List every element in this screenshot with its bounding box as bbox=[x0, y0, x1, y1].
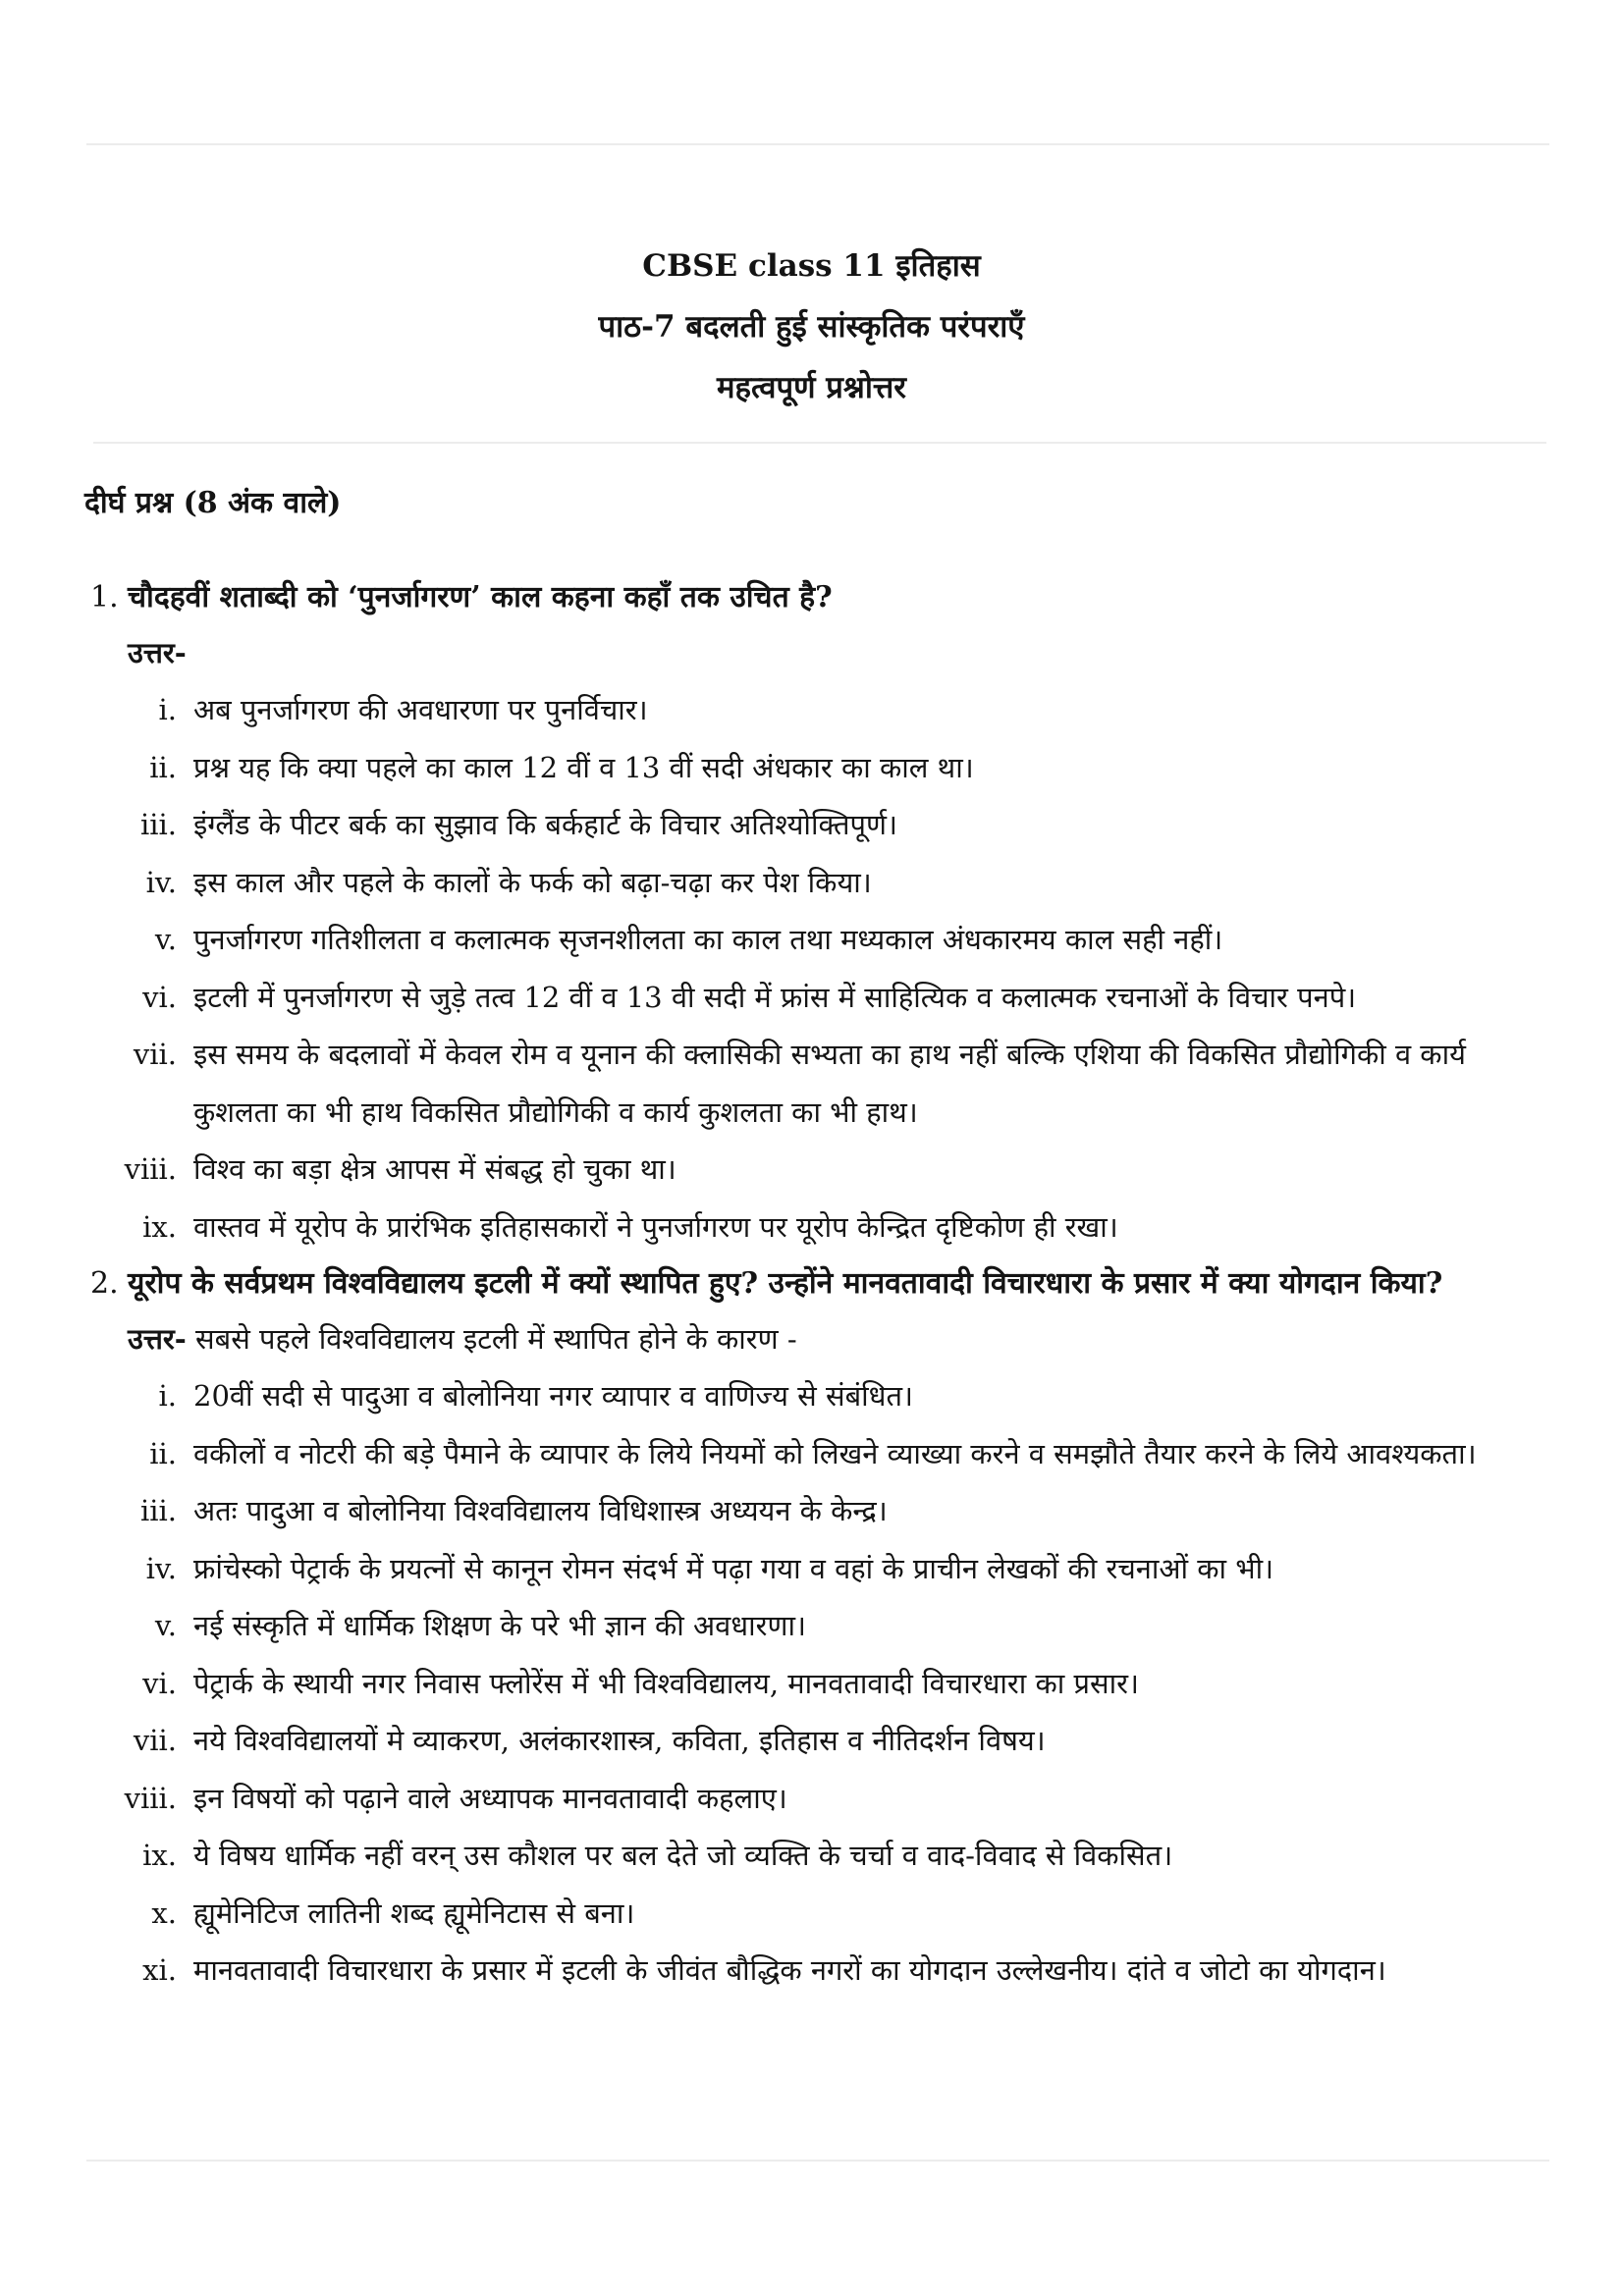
question-1 bbox=[0, 569, 1623, 681]
document-header bbox=[0, 236, 1623, 418]
section-title: दीर्घ प्रश्न (8 अंक वाले) bbox=[84, 486, 342, 520]
list-item bbox=[0, 1425, 1623, 1483]
item-number: vii. bbox=[133, 1038, 177, 1071]
item-number: v. bbox=[154, 923, 177, 956]
list-item bbox=[0, 1482, 1623, 1540]
answer-heading bbox=[128, 625, 1525, 681]
list-item bbox=[0, 854, 1623, 912]
item-number: iii. bbox=[139, 1494, 177, 1527]
header-title: CBSE class 11 इतिहास bbox=[642, 248, 981, 284]
question-2 bbox=[0, 1255, 1623, 1367]
list-item bbox=[0, 911, 1623, 969]
item-text: इंग्लैंड के पीटर बर्क का सुझाव कि बर्कहार्ट के विचार अतिश्योक्तिपूर्ण। bbox=[193, 808, 897, 841]
list-item bbox=[0, 1026, 1623, 1141]
item-text: विश्व का बड़ा क्षेत्र आपस में संबद्ध हो चुका था। bbox=[193, 1152, 676, 1186]
answer-intro: सबसे पहले विश्वविद्यालय इटली में स्थापित होने के कारण - bbox=[186, 1322, 797, 1356]
item-number: i. bbox=[158, 1379, 177, 1413]
list-item bbox=[0, 1712, 1623, 1770]
item-number: vi. bbox=[142, 1666, 177, 1700]
questions-content bbox=[0, 569, 1623, 2000]
item-number: iii. bbox=[139, 808, 177, 841]
item-text: वकीलों व नोटरी की बड़े पैमाने के व्यापार के लिये नियमों को लिखने व्याख्या करने व समझौते तैयार करने के लिये आवश्यकता। bbox=[193, 1436, 1477, 1470]
list-item bbox=[0, 1770, 1623, 1828]
item-text: प्रश्न यह कि क्या पहले का काल 12 वीं व 13 वीं सदी अंधकार का काल था। bbox=[193, 750, 974, 784]
list-item bbox=[0, 1141, 1623, 1199]
item-text: फ्रांचेस्को पेट्रार्क के प्रयत्नों से कानून रोमन संदर्भ में पढ़ा गया व वहां के प्राचीन लेखकों की रचनाओं का भी। bbox=[193, 1551, 1274, 1585]
top-divider bbox=[86, 143, 1549, 145]
item-text: अतः पादुआ व बोलोनिया विश्वविद्यालय विधिशास्त्र अध्ययन के केन्द्र। bbox=[193, 1494, 888, 1527]
list-item bbox=[0, 1885, 1623, 1943]
item-text: नये विश्वविद्यालयों मे व्याकरण, अलंकारशास्त्र, कविता, इतिहास व नीतिदर्शन विषय। bbox=[193, 1724, 1046, 1757]
item-text: इटली में पुनर्जागरण से जुड़े तत्व 12 वीं व 13 वी सदी में फ्रांस में साहित्यिक व कलात्मक रचनाओं के विचार पनपे। bbox=[193, 980, 1357, 1014]
list-item bbox=[0, 1597, 1623, 1655]
item-number: iv. bbox=[145, 865, 177, 899]
answer-list-2 bbox=[0, 1367, 1623, 2000]
header-divider bbox=[93, 442, 1546, 444]
item-text: इस समय के बदलावों में केवल रोम व यूनान की क्लासिकी सभ्यता का हाथ नहीं बल्कि एशिया की विकसित प्रौद्योगिकी व कार्य कुशलता का भी हाथ विकसित प्रौद्योगिकी व कार्य कुशलता का भी हाथ। bbox=[193, 1038, 1466, 1129]
item-text: नई संस्कृति में धार्मिक शिक्षण के परे भी ज्ञान की अवधारणा। bbox=[193, 1609, 806, 1642]
bottom-divider bbox=[86, 2160, 1549, 2162]
list-item bbox=[0, 681, 1623, 739]
list-item bbox=[0, 1367, 1623, 1425]
item-number: ix. bbox=[142, 1209, 177, 1244]
list-item bbox=[0, 1540, 1623, 1598]
question-text: चौदहवीं शताब्दी को ‘पुनर्जागरण’ काल कहना कहाँ तक उचित है? bbox=[128, 580, 833, 614]
item-text: वास्तव में यूरोप के प्रारंभिक इतिहासकारों ने पुनर्जागरण पर यूरोप केन्द्रित दृष्टिकोण ही रखा। bbox=[193, 1209, 1118, 1244]
list-item bbox=[0, 1942, 1623, 2000]
item-text: मानवतावादी विचारधारा के प्रसार में इटली के जीवंत बौद्धिक नगरों का योगदान उल्लेखनीय। दांते व जोटो का योगदान। bbox=[193, 1953, 1386, 1987]
list-item bbox=[0, 796, 1623, 854]
answer-label: उत्तर- bbox=[128, 636, 187, 669]
list-item bbox=[0, 1655, 1623, 1713]
item-number: xi. bbox=[142, 1953, 177, 1987]
item-number: ii. bbox=[149, 750, 177, 784]
item-number: ix. bbox=[142, 1839, 177, 1872]
header-subtitle: महत्वपूर्ण प्रश्नोत्तर bbox=[717, 370, 906, 405]
item-text: इन विषयों को पढ़ाने वाले अध्यापक मानवतावादी कहलाए। bbox=[193, 1781, 787, 1815]
answer-heading bbox=[128, 1311, 1525, 1367]
question-text: यूरोप के सर्वप्रथम विश्वविद्यालय इटली में क्यों स्थापित हुए? उन्होंने मानवतावादी विचारधारा के प्रसार में क्या योगदान किया? bbox=[128, 1266, 1443, 1301]
list-item bbox=[0, 1199, 1623, 1256]
item-number: ii. bbox=[149, 1436, 177, 1470]
question-number: 2. bbox=[90, 1266, 119, 1301]
answer-label: उत्तर- bbox=[128, 1322, 187, 1356]
question-number: 1. bbox=[90, 580, 119, 614]
list-item bbox=[0, 969, 1623, 1027]
item-number: viii. bbox=[124, 1781, 177, 1815]
item-text: ये विषय धार्मिक नहीं वरन् उस कौशल पर बल देते जो व्यक्ति के चर्चा व वाद-विवाद से विकसित। bbox=[193, 1839, 1173, 1872]
item-text: अब पुनर्जागरण की अवधारणा पर पुनर्विचार। bbox=[193, 693, 648, 726]
item-number: x. bbox=[151, 1896, 177, 1930]
header-chapter: पाठ-7 बदलती हुई सांस्कृतिक परंपराएँ bbox=[598, 309, 1025, 345]
item-text: ह्यूमेनिटिज लातिनी शब्द ह्यूमेनिटास से बना। bbox=[193, 1896, 635, 1930]
list-item bbox=[0, 1827, 1623, 1885]
item-number: iv. bbox=[145, 1551, 177, 1585]
item-number: viii. bbox=[124, 1152, 177, 1186]
item-text: पुनर्जागरण गतिशीलता व कलात्मक सृजनशीलता का काल तथा मध्यकाल अंधकारमय काल सही नहीं। bbox=[193, 923, 1223, 956]
item-text: पेट्रार्क के स्थायी नगर निवास फ्लोरेंस में भी विश्वविद्यालय, मानवतावादी विचारधारा का प्रसार। bbox=[193, 1666, 1139, 1700]
item-number: v. bbox=[154, 1609, 177, 1642]
item-text: इस काल और पहले के कालों के फर्क को बढ़ा-चढ़ा कर पेश किया। bbox=[193, 865, 872, 899]
item-number: vii. bbox=[133, 1724, 177, 1757]
item-number: vi. bbox=[142, 980, 177, 1014]
item-text: 20वीं सदी से पादुआ व बोलोनिया नगर व्यापार व वाणिज्य से संबंधित। bbox=[193, 1379, 914, 1413]
item-number: i. bbox=[158, 693, 177, 726]
list-item bbox=[0, 739, 1623, 797]
answer-list-1 bbox=[0, 681, 1623, 1255]
